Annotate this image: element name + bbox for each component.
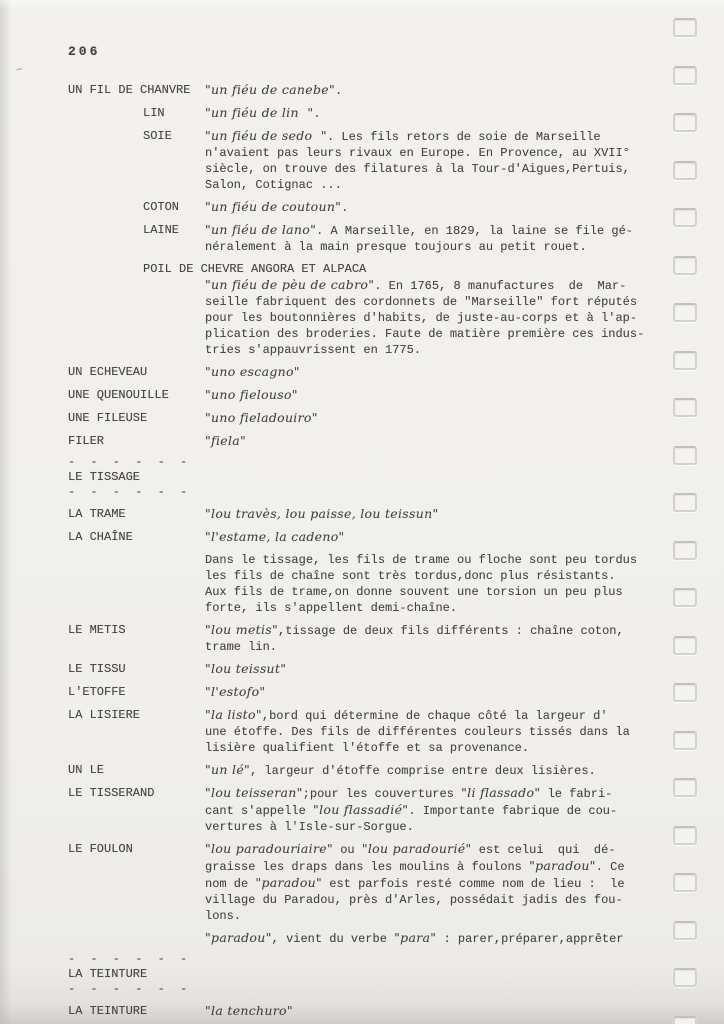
binder-hole (673, 493, 697, 512)
french-text: . Ce (595, 860, 625, 874)
definition-line (205, 552, 637, 568)
french-text: lons. (205, 909, 242, 923)
french-text: est parfois resté comme nom de lieu : le (322, 877, 625, 891)
french-text: les fils de chaîne sont très tordus,donc plus résistants. (205, 569, 616, 583)
definition (205, 930, 624, 947)
definition-line (205, 529, 345, 546)
entry-row (68, 410, 660, 427)
term-label: LAINE (143, 223, 180, 237)
term-label: LE FOULON (68, 842, 133, 856)
provencal-text: "l'estame, la cadeno" (205, 529, 345, 544)
provencal-text: "paradou" (255, 875, 323, 890)
term-label: UN ECHEVEAU (68, 365, 148, 379)
french-text: nom de (205, 877, 256, 891)
definition-line (205, 661, 286, 678)
entry-row (68, 506, 660, 523)
provencal-text: "un fiéu de lin " (205, 105, 314, 120)
binder-hole (673, 303, 697, 322)
french-text: , largeur d'étoffe comprise entre deux lisières. (250, 764, 596, 778)
entry-row (68, 622, 660, 655)
section-separator (68, 456, 660, 498)
provencal-text: "un fiéu de coutoun" (205, 199, 342, 214)
entry-row (68, 82, 660, 99)
provencal-text: "uno escagno" (205, 364, 300, 379)
provencal-text: "lou travès, lou paisse, lou teissun" (205, 506, 439, 521)
french-text: , vient du verbe (271, 932, 395, 946)
dash-rule: - - - - - - (68, 982, 192, 996)
provencal-text: "para" (394, 930, 437, 945)
dash-rule: - - - - - - (68, 952, 192, 966)
provencal-text: "paradou" (205, 930, 272, 945)
definition (205, 222, 633, 255)
provencal-text: "lou flassadié" (313, 802, 409, 817)
entry-row (68, 762, 660, 779)
provencal-text: "lou teisseran" (205, 785, 303, 800)
entry-row (68, 222, 660, 255)
binder-hole (673, 256, 697, 275)
definition-line (205, 326, 660, 342)
french-text: est celui qui dé- (471, 843, 616, 857)
section-separator (68, 953, 660, 995)
definition-line (205, 364, 300, 381)
definition (205, 506, 439, 523)
definition-line (205, 342, 660, 358)
definition (205, 387, 298, 404)
french-text: Salon, Cotignac ... (205, 178, 342, 192)
binder-hole (673, 731, 697, 750)
binder-hole (673, 18, 697, 37)
definition (205, 661, 286, 678)
term-label: LIN (143, 106, 165, 120)
definition-line (205, 128, 630, 145)
provencal-text: "un fiéu de sedo " (205, 128, 327, 143)
page-content (68, 44, 660, 1024)
definition-line (205, 568, 637, 584)
french-text: : parer,préparer,apprêter (436, 932, 624, 946)
definition-line (205, 622, 624, 639)
definition-line (205, 387, 298, 404)
entry-row (68, 199, 660, 216)
definition-line (205, 277, 660, 294)
definition (205, 684, 265, 701)
french-text: cant s'appelle (205, 804, 314, 818)
term-label: COTON (143, 200, 180, 214)
provencal-text: "la listo" (205, 707, 262, 722)
french-text: le fabri- (540, 787, 613, 801)
page-number: 206 (68, 44, 101, 59)
french-text: . (313, 107, 321, 121)
definition (205, 785, 617, 835)
definition (205, 364, 300, 381)
definition-line (205, 762, 596, 779)
provencal-text: "un fiéu de lano" (205, 222, 317, 237)
definition (205, 82, 342, 99)
definition-line (205, 908, 625, 924)
term-label: SOIE (143, 129, 172, 143)
definition-line (205, 410, 318, 427)
definition-line (205, 161, 630, 177)
provencal-text: "li flassado" (461, 785, 541, 800)
entry-row (68, 387, 660, 404)
entry-row (68, 707, 660, 756)
term-label: LA TRAME (68, 507, 126, 521)
french-text: plication des broderies. Faute de matière première ces indus- (205, 327, 645, 341)
definition-line (205, 858, 625, 875)
binder-hole (673, 1016, 697, 1024)
definition-line (205, 930, 624, 947)
provencal-text: "fiela" (205, 433, 247, 448)
french-text: ,tissage de deux fils différents : chaîne coton, (278, 624, 624, 638)
term-label: LA CHAÎNE (68, 530, 133, 544)
term-label: LE TISSU (68, 662, 126, 676)
french-text: . Les fils retors de soie de Marseille (326, 130, 601, 144)
term-label: LA LISIERE (68, 708, 141, 722)
french-text: ,bord qui détermine de chaque côté la largeur d' (261, 709, 608, 723)
definition-line (205, 684, 265, 701)
provencal-text: "lou paradourié" (361, 841, 472, 856)
french-text: lisière qualifient l'étoffe et sa provenance. (205, 741, 530, 755)
section-title: LE TISSAGE (68, 470, 141, 484)
definition-line (205, 105, 321, 122)
binder-hole (673, 683, 697, 702)
term-label: LA TEINTURE (68, 1004, 148, 1018)
french-text: seille fabriquent des cordonnets de "Marseille" fort réputés (205, 295, 638, 309)
french-text: . En 1765, 8 manufactures de Mar- (374, 279, 627, 293)
french-text: tries s'appauvrissent en 1775. (205, 343, 422, 357)
provencal-text: "lou metis" (205, 622, 279, 637)
definition-line (205, 802, 617, 819)
binder-hole (673, 161, 697, 180)
french-text: Dans le tissage, les fils de trame ou floche sont peu tordus (205, 553, 638, 567)
definition-line (205, 1003, 293, 1020)
paragraph-row (68, 930, 660, 947)
pencil-mark: ~ (14, 62, 26, 78)
definition-line (205, 82, 342, 99)
entry-row (68, 684, 660, 701)
provencal-text: "lou paradouriaire" (205, 841, 334, 856)
binder-hole (673, 208, 697, 227)
binder-hole (673, 446, 697, 465)
dash-rule: - - - - - - (68, 485, 192, 499)
french-text: . A Marseille, en 1829, la laine se file gé- (316, 224, 633, 238)
definition-line (205, 724, 630, 740)
french-text: forte, ils s'appellent demi-chaîne. (205, 601, 458, 615)
definition-line (205, 707, 630, 724)
definition-line (205, 740, 630, 756)
definition (205, 1003, 293, 1020)
entry-row (68, 1003, 660, 1020)
provencal-text: "uno fielouso" (205, 387, 298, 402)
section-title: LA TEINTURE (68, 967, 148, 981)
binder-hole (673, 873, 697, 892)
provencal-text: "lou teissut" (205, 661, 287, 676)
definition (205, 410, 318, 427)
definition (205, 277, 660, 358)
definition-line (205, 222, 633, 239)
term-label: LE TISSERAND (68, 786, 155, 800)
definition-line (205, 639, 624, 655)
entry-row (68, 128, 660, 193)
binder-hole (673, 351, 697, 370)
french-text: une étoffe. Des fils de différentes couleurs tissés dans la (205, 725, 630, 739)
definition-line (205, 819, 617, 835)
entry-row (68, 364, 660, 381)
term-label: UN LE (68, 763, 105, 777)
french-text: n'avaient pas leurs rivaux en Europe. En Provence, au XVII° (205, 146, 630, 160)
binder-hole (673, 398, 697, 417)
definition-line (205, 199, 348, 216)
french-text: . (341, 201, 349, 215)
provencal-text: "un fiéu de canebe" (205, 82, 335, 97)
binder-hole (673, 588, 697, 607)
term-label: UNE FILEUSE (68, 411, 148, 425)
entry-row (68, 529, 660, 546)
definition-line (205, 177, 630, 193)
binder-hole (673, 826, 697, 845)
definition (205, 552, 637, 616)
provencal-text: "uno fieladouiro" (205, 410, 318, 425)
binder-holes (664, 0, 724, 1024)
french-text: néralement à la main presque toujours au petit rouet. (205, 240, 587, 254)
french-text: ou (333, 843, 362, 857)
definition (205, 707, 630, 756)
paragraph-row (68, 552, 660, 616)
french-text: village du Paradou, près d'Arles, possédait jadis des fou- (205, 893, 623, 907)
definition (205, 128, 630, 193)
binder-hole (673, 636, 697, 655)
definition (205, 433, 246, 450)
provencal-text: "un lé" (205, 762, 251, 777)
definition (205, 841, 625, 924)
binder-hole (673, 113, 697, 132)
entry-row (68, 261, 660, 358)
term-label: LE METIS (68, 623, 126, 637)
term-label: UNE QUENOUILLE (68, 388, 169, 402)
definition-line (205, 506, 439, 523)
entry-row (68, 433, 660, 450)
french-text: . Importante fabrique de cou- (408, 804, 618, 818)
definition-line (205, 785, 617, 802)
binder-hole (673, 778, 697, 797)
french-text: ;pour les couvertures (302, 787, 462, 801)
definition-line (205, 584, 637, 600)
entry-row (68, 661, 660, 678)
french-text: trame lin. (205, 640, 278, 654)
definition-line (205, 433, 246, 450)
definition (205, 105, 321, 122)
definition (205, 529, 345, 546)
term-label: L'ETOFFE (68, 685, 126, 699)
provencal-text: "paradou" (529, 858, 596, 873)
definition-line (205, 875, 625, 892)
french-text: Aux fils de trame,on donne souvent une torsion un peu plus (205, 585, 623, 599)
definition (205, 199, 348, 216)
binder-hole (673, 66, 697, 85)
term-label: POIL DE CHEVRE ANGORA ET ALPACA (143, 262, 367, 276)
provencal-text: "l'estofo" (205, 684, 266, 699)
term-label: FILER (68, 434, 105, 448)
french-text: vertures à l'Isle-sur-Sorgue. (205, 820, 414, 834)
glossary-rows (68, 82, 660, 1020)
french-text: . (335, 84, 343, 98)
french-text: graisse les draps dans les moulins à foulons (205, 860, 530, 874)
provencal-text: "un fiéu de pèu de cabro" (205, 277, 375, 292)
entry-row (68, 841, 660, 924)
entry-row (68, 785, 660, 835)
definition-line (205, 892, 625, 908)
definition-line (205, 239, 633, 255)
definition-line (205, 841, 625, 858)
definition-line (205, 310, 660, 326)
french-text: siècle, on trouve des filatures à la Tour-d'Aigues,Pertuis, (205, 162, 630, 176)
definition-line (205, 600, 637, 616)
binder-hole (673, 541, 697, 560)
definition (205, 762, 596, 779)
french-text: pour les boutonnières d'habits, de juste-au-corps et à l'ap- (205, 311, 638, 325)
provencal-text: "la tenchuro" (205, 1003, 293, 1018)
definition (205, 622, 624, 655)
entry-row (68, 105, 660, 122)
definition-line (205, 145, 630, 161)
term-label: UN FIL DE CHANVRE (68, 83, 191, 97)
definition-line (205, 294, 660, 310)
binder-hole (673, 968, 697, 987)
binder-hole (673, 921, 697, 940)
dash-rule: - - - - - - (68, 455, 192, 469)
